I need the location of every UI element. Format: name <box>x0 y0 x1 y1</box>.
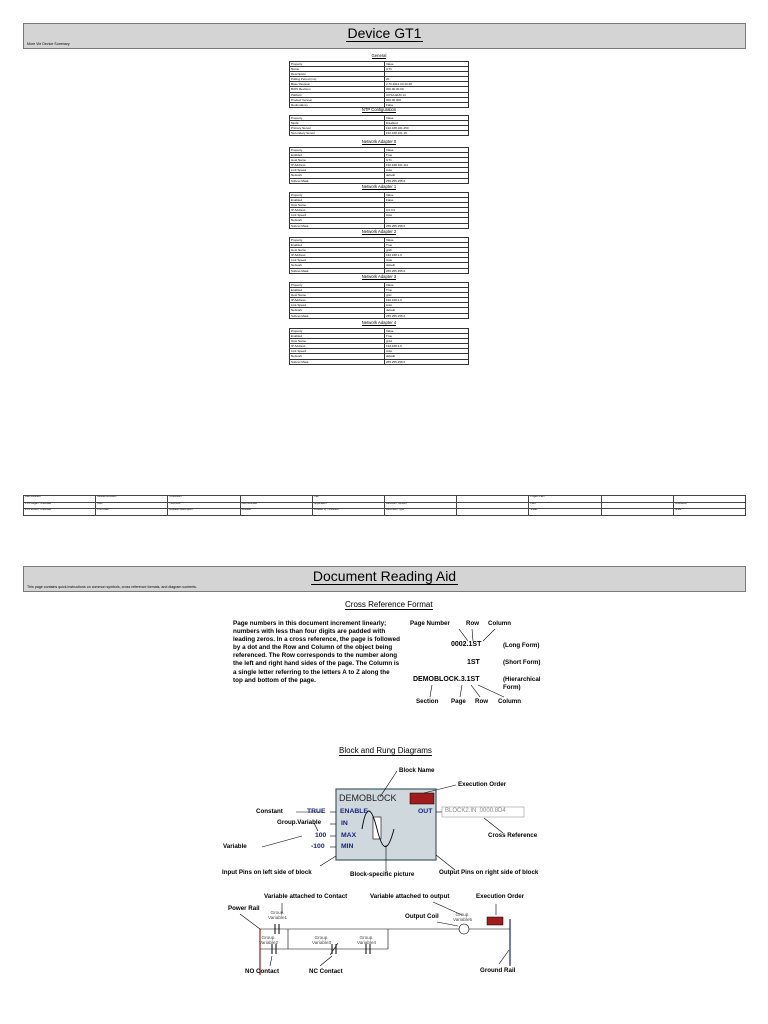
property-name: Network <box>290 308 385 313</box>
label-variable-contact: Variable attached to Contact <box>264 893 348 900</box>
section-title-text: General <box>371 53 387 58</box>
long-form-value: 0002.1ST <box>451 641 482 648</box>
property-value: 255.255.255.0 <box>385 223 469 228</box>
property-name: Primary Server <box>290 126 385 131</box>
property-name: Link Speed <box>290 349 385 354</box>
property-value: Value <box>385 283 469 288</box>
footer-cell: Created by / Modified <box>312 509 384 516</box>
label-page: Page <box>451 698 466 705</box>
property-name: Property <box>290 62 385 67</box>
property-value: 2.70.2012.03.19.28 <box>385 82 469 87</box>
property-name: Secondary Server <box>290 131 385 136</box>
label-variable: Variable <box>223 843 247 850</box>
footer-cell: User <box>96 502 168 509</box>
property-value: False <box>385 198 469 203</box>
footer-cell: Path <box>529 502 601 509</box>
property-name: Property <box>290 148 385 153</box>
property-value: 000.00.00.00 <box>385 87 469 92</box>
property-name: Polling Period (ms) <box>290 77 385 82</box>
property-name: Link Speed <box>290 168 385 173</box>
footer-cell: Print Date <box>96 509 168 516</box>
label-section: Section <box>416 698 439 705</box>
footer-cell: Last Modified <box>24 496 96 503</box>
property-value: Value <box>385 238 469 243</box>
property-name: Host Name <box>290 203 385 208</box>
footer-cell: Module Revision <box>96 496 168 503</box>
property-value: True <box>385 334 469 339</box>
property-value: 192.168.1.6 <box>385 253 469 258</box>
hierarchical-form-value: DEMOBLOCK.3.1ST <box>413 676 480 683</box>
property-name: Host Name <box>290 248 385 253</box>
label-variable-output: Variable attached to output <box>370 893 450 900</box>
property-value: 255.255.255.0 <box>385 359 469 364</box>
label-input-pins: Input Pins on left side of block <box>222 869 312 876</box>
property-value: 20 <box>385 77 469 82</box>
property-name: Subnet Mask <box>290 268 385 273</box>
property-value: 255.255.255.0 <box>385 313 469 318</box>
footer-cell: Project Path <box>529 496 601 503</box>
short-form-value: 1ST <box>467 659 480 666</box>
property-value: default <box>385 354 469 359</box>
pin-out: OUT <box>418 808 433 815</box>
footer-cell: 7FAC0C2 <box>168 502 240 509</box>
label-output-coil: Output Coil <box>405 913 439 920</box>
short-form-label: (Short Form) <box>503 659 541 666</box>
pin-enable: ENABLE <box>340 808 368 815</box>
property-value: Value <box>385 329 469 334</box>
property-name: Subnet Mask <box>290 313 385 318</box>
aid-page-title: Document Reading Aid <box>312 568 457 584</box>
footer-cell: Release Description <box>168 509 240 516</box>
label-column: Column <box>488 620 512 627</box>
property-name: Property <box>290 116 385 121</box>
variable-neg100: -100 <box>311 843 325 850</box>
property-value: True <box>385 288 469 293</box>
label-block-name: Block Name <box>399 767 435 774</box>
property-value: GT1 <box>385 67 469 72</box>
label-constant: Constant <box>256 808 283 815</box>
property-name: Network <box>290 173 385 178</box>
long-form-label: (Long Form) <box>503 642 540 649</box>
section-title-text: Network Adapter 1 <box>361 184 397 189</box>
property-value: Value <box>385 193 469 198</box>
property-value: GT1 <box>385 158 469 163</box>
block-name-text: DEMOBLOCK <box>339 793 397 803</box>
property-name: Network <box>290 354 385 359</box>
property-value: Disabled <box>385 121 469 126</box>
property-value: 192.168.3.6 <box>385 344 469 349</box>
footer-cell: Document Type <box>384 509 456 516</box>
footer-cell: Title <box>312 496 384 503</box>
property-name: Redundancy <box>290 102 385 107</box>
footer-cell: Print Ended Time/Date <box>24 509 96 516</box>
cross-reference-box: BLOCK2.IN 0000.8D4 <box>445 808 506 814</box>
property-name: Description <box>290 72 385 77</box>
pin-min: MIN <box>341 843 354 850</box>
property-name: Enabled <box>290 334 385 339</box>
section-title-text: Network Adapter 0 <box>361 139 397 144</box>
property-name: Enabled <box>290 288 385 293</box>
group-variable1: Group. Variable1 <box>268 910 288 920</box>
label-nc-contact: NC Contact <box>309 968 343 975</box>
label-output-pins: Output Pins on right side of block <box>439 869 539 876</box>
property-value: 192.168.101.250 <box>385 126 469 131</box>
property-name: BIOS Revision <box>290 87 385 92</box>
property-name: Host Name <box>290 158 385 163</box>
property-value: Auto <box>385 213 469 218</box>
property-value: Auto <box>385 303 469 308</box>
label-no-contact: NO Contact <box>245 968 280 975</box>
property-value: Value <box>385 116 469 121</box>
property-name: Enabled <box>290 243 385 248</box>
device-page-subtitle: More Vie Device Summary <box>27 42 70 46</box>
property-value: True <box>385 153 469 158</box>
property-value: Value <box>385 62 469 67</box>
device-page-title: Device GT1 <box>347 25 422 41</box>
property-value: gt1b <box>385 248 469 253</box>
property-value: 0.0.0.0 <box>385 208 469 213</box>
property-value: UCSA-ELM 14 <box>385 92 469 97</box>
cross-reference-paragraph: Page numbers in this document increment linearly; numbers with less than four digits are padded with leading zeros. In a cross reference, the page is followed by a dot and the Row and Column of the object being referenced. The Row corresponds to the number along the left and right hand sides of the page. The Column is a single letter referring to the letters A to Z along the top and bottom of the page. <box>233 620 400 684</box>
constant-true: TRUE <box>307 808 326 815</box>
footer-cell: Application <box>312 502 384 509</box>
footer-cell: Sheet <box>529 509 601 516</box>
property-name: Property <box>290 238 385 243</box>
property-name: Subnet Mask <box>290 178 385 183</box>
property-name: Network <box>290 218 385 223</box>
property-value: False <box>385 102 469 107</box>
property-value: Value <box>385 148 469 153</box>
property-value: Auto <box>385 258 469 263</box>
property-value: default <box>385 308 469 313</box>
property-name: Subnet Mask <box>290 223 385 228</box>
label-ground-rail: Ground Rail <box>480 967 516 974</box>
label-row-bottom: Row <box>475 698 489 705</box>
label-execution-order: Execution Order <box>458 781 507 788</box>
property-name: Mode <box>290 121 385 126</box>
property-value: 192.168.101.19 <box>385 131 469 136</box>
property-name: Host Name <box>290 339 385 344</box>
label-page-number: Page Number <box>410 620 450 627</box>
property-name: Link Speed <box>290 303 385 308</box>
section-title-text: Network Adapter 3 <box>361 274 397 279</box>
property-name: IP Address <box>290 163 385 168</box>
aid-page-subtitle: This page contains quick instructions on common symbols, cross reference formats, and diagram contents. <box>27 585 197 589</box>
section-title-text: NTP Configuration <box>361 107 397 112</box>
footer-cell: Revision / Version <box>384 502 456 509</box>
footer-cell: Last Modified <box>240 502 312 509</box>
property-name: Enabled <box>290 153 385 158</box>
property-value: gt1d <box>385 339 469 344</box>
property-name: Network <box>290 263 385 268</box>
pin-in: IN <box>341 820 348 827</box>
cross-reference-heading: Cross Reference Format <box>345 600 433 609</box>
property-value: Auto <box>385 168 469 173</box>
property-value: gt1c <box>385 293 469 298</box>
label-column-bottom: Column <box>498 698 522 705</box>
property-name: Enabled <box>290 198 385 203</box>
group-variable3: Group. Variable3 <box>312 935 332 945</box>
property-name: Property <box>290 193 385 198</box>
hierarchical-form-label: (Hierarchical Form) <box>503 676 541 691</box>
property-name: Name <box>290 67 385 72</box>
property-name: Host Name <box>290 293 385 298</box>
variable-100: 100 <box>315 832 327 839</box>
property-value: Auto <box>385 349 469 354</box>
property-name: Link Speed <box>290 213 385 218</box>
pin-max: MAX <box>341 832 357 839</box>
property-value: 255.255.255.0 <box>385 268 469 273</box>
label-row: Row <box>466 620 480 627</box>
property-value: 255.255.255.0 <box>385 178 469 183</box>
property-name: IP Address <box>290 208 385 213</box>
property-name: IP Address <box>290 298 385 303</box>
property-value: default <box>385 263 469 268</box>
section-title-text: Network Adapter 2 <box>361 229 397 234</box>
label-group-variable: Group.Variable <box>277 819 322 826</box>
property-name: Base Revision <box>290 82 385 87</box>
footer-cell: Checksum <box>673 502 745 509</box>
footer-cell: Release <box>240 509 312 516</box>
property-value: default <box>385 173 469 178</box>
footer-cell: Checksum <box>168 496 240 503</box>
property-name: Product Version <box>290 97 385 102</box>
label-execution-order-rung: Execution Order <box>476 893 525 900</box>
label-power-rail: Power Rail <box>228 905 260 912</box>
group-variable5: Group. Variable5 <box>453 912 473 922</box>
section-title-text: Network Adapter 4 <box>361 320 397 325</box>
group-variable2: Group. Variable2 <box>259 935 279 945</box>
footer-cell: Print Began Time/Date <box>24 502 96 509</box>
label-block-picture: Block-specific picture <box>350 871 415 878</box>
block-rung-heading: Block and Rung Diagrams <box>339 746 432 755</box>
property-name: Property <box>290 283 385 288</box>
property-name: Subnet Mask <box>290 359 385 364</box>
property-value: 192.168.2.6 <box>385 298 469 303</box>
footer-cell: Scale <box>673 509 745 516</box>
property-name: Platform <box>290 92 385 97</box>
property-value: 192.168.101.111 <box>385 163 469 168</box>
group-variable4: Group. Variable4 <box>357 935 377 945</box>
property-value: 000.00.000 <box>385 97 469 102</box>
property-name: IP Address <box>290 253 385 258</box>
property-value: True <box>385 243 469 248</box>
property-name: Property <box>290 329 385 334</box>
property-name: IP Address <box>290 344 385 349</box>
label-cross-reference: Cross Reference <box>488 832 538 839</box>
property-name: Link Speed <box>290 258 385 263</box>
